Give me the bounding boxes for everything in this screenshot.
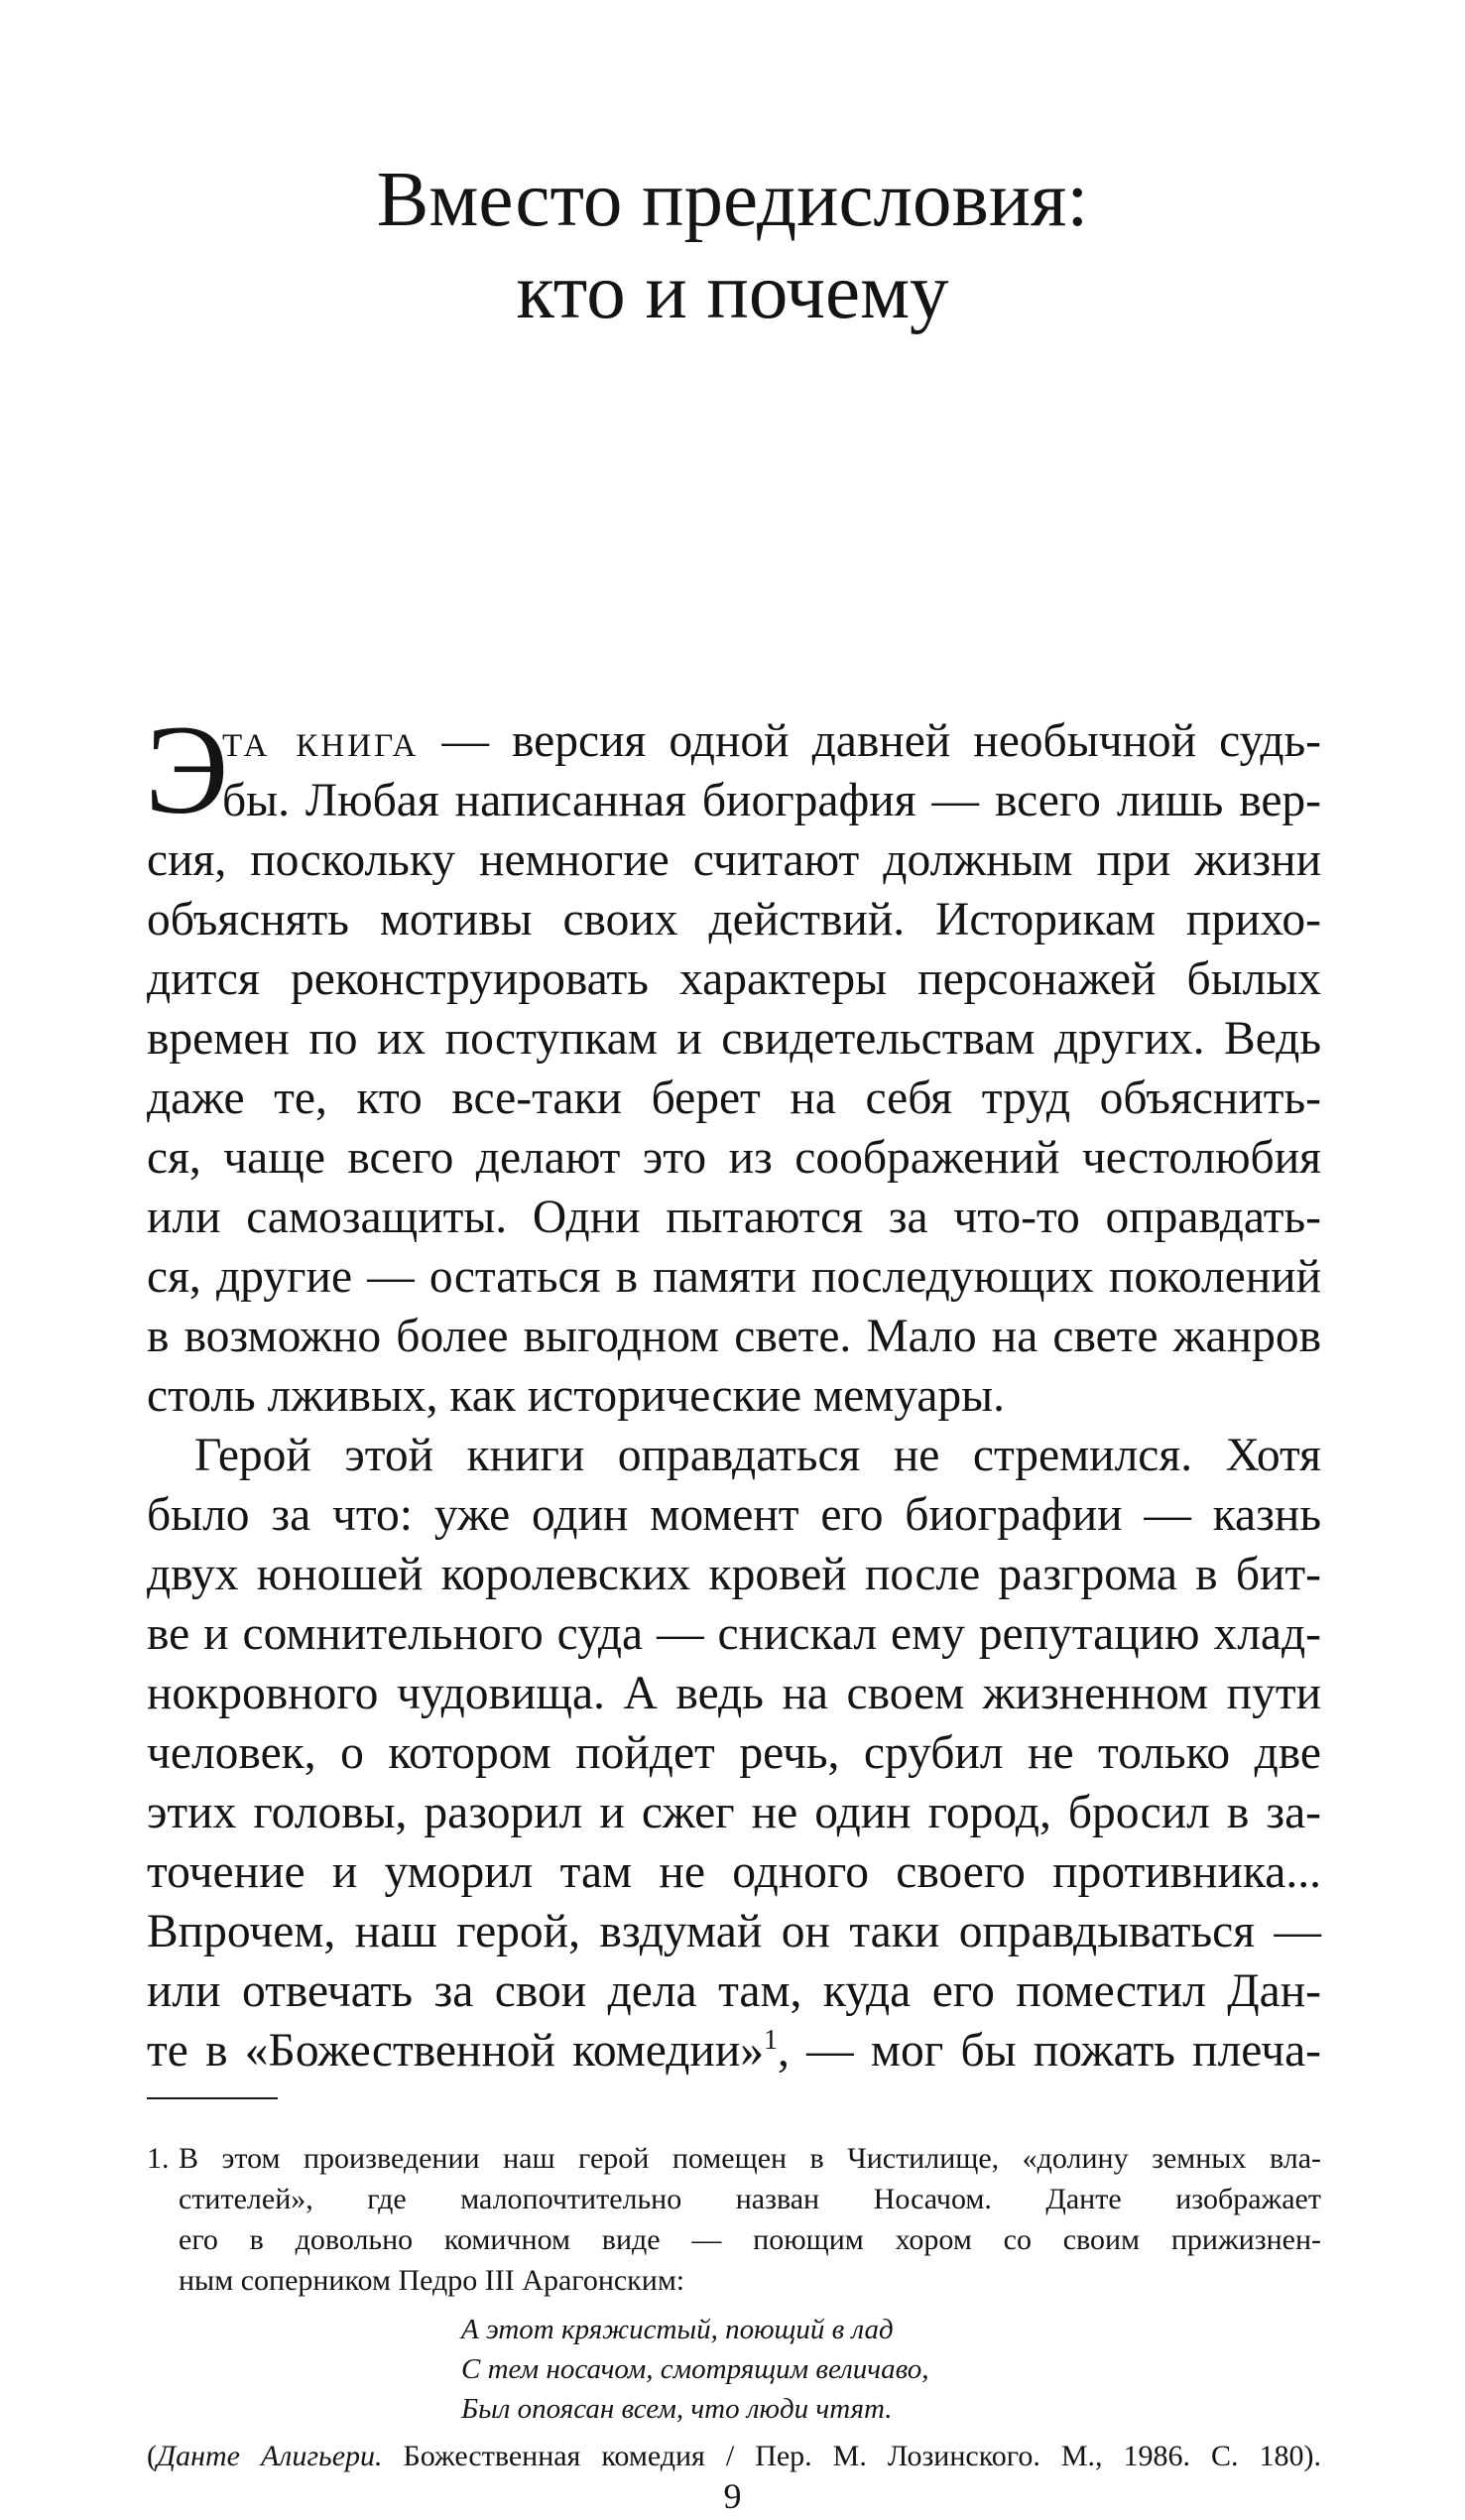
body-line: или самозащиты. Одни пытаются за что-то оправдать- [147, 1192, 1321, 1243]
body-line: ся, другие — остаться в памяти последующих поколений [147, 1251, 1321, 1303]
body-line: объяснять мотивы своих действий. Историкам прихо- [147, 894, 1321, 945]
drop-cap-letter: Э [145, 699, 229, 840]
footnote-marker: 1 [764, 2025, 778, 2057]
body-line: нокровного чудовища. А ведь на своем жизненном пути [147, 1668, 1321, 1719]
body-line: ве и сомнительного суда — снискал ему репутацию хлад- [147, 1608, 1321, 1660]
body-line: Герой этой книги оправдаться не стремился. Хотя [194, 1430, 1321, 1481]
body-line: времен по их поступкам и свидетельствам других. Ведь [147, 1013, 1321, 1065]
footnote-separator [147, 2097, 278, 2099]
body-line: этих головы, разорил и сжег не один город, бросил в за- [147, 1787, 1321, 1838]
body-line: дится реконструировать характеры персонажей былых [147, 953, 1321, 1005]
footnote-line: его в довольно комичном виде — поющим хором со своим прижизнен- [179, 2223, 1321, 2256]
page-number: 9 [723, 2476, 742, 2516]
verse-line: С тем носачом, смотрящим величаво, [461, 2353, 929, 2385]
last-line-text-end: , — мог бы пожать плеча- [778, 2025, 1321, 2077]
body-line: даже те, кто все-таки берет на себя труд объяснить- [147, 1072, 1321, 1124]
body-line: бы. Любая написанная биография — всего лишь вер- [222, 775, 1321, 826]
chapter-title-line-1: Вместо предисловия: [376, 157, 1089, 243]
body-line: двух юношей королевских кровей после разгрома в бит- [147, 1549, 1321, 1600]
chapter-title-line-2: кто и почему [516, 249, 949, 335]
body-line [147, 2022, 1321, 2079]
body-line: или отвечать за свои дела там, куда его поместил Дан- [147, 1965, 1321, 2017]
footnote-line: ным соперником Педро III Арагонским: [179, 2264, 685, 2297]
footnote-citation: (Данте Алигьери. Божественная комедия / Пер. М. Лозинского. М., 1986. С. 180). [147, 2440, 1321, 2472]
body-line: человек, о котором пойдет речь, срубил не только две [147, 1727, 1321, 1779]
citation-text: Божественная комедия / Пер. М. Лозинского. М., 1986. С. 180). [382, 2440, 1321, 2472]
body-line: сия, поскольку немногие считают должным при жизни [147, 834, 1321, 886]
body-line [222, 712, 1321, 770]
body-line: точение и уморил там не одного своего противника... [147, 1846, 1321, 1898]
body-line: Впрочем, наш герой, вздумай он таки оправдываться — [147, 1906, 1321, 1957]
verse-line: Был опоясан всем, что люди чтят. [461, 2393, 893, 2425]
opening-line-rest: — версия одной давней необычной судь- [419, 715, 1322, 767]
body-line: в возможно более выгодном свете. Мало на свете жанров [147, 1311, 1321, 1362]
opening-words: та книга [222, 715, 420, 767]
footnote-number: 1. [147, 2142, 170, 2175]
last-line-text: те в «Божественной комедии» [147, 2025, 764, 2077]
verse-line: А этот кряжистый, поющий в лад [461, 2314, 894, 2345]
body-line: было за что: уже один момент его биографии — казнь [147, 1489, 1321, 1541]
footnote-line: стителей», где малопочтительно назван Носачом. Данте изображает [179, 2183, 1321, 2215]
citation-author: Данте Алигьери. [157, 2440, 383, 2472]
body-line: ся, чаще всего делают это из соображений честолюбия [147, 1132, 1321, 1184]
footnote-line: В этом произведении наш герой помещен в Чистилище, «долину земных вла- [179, 2142, 1321, 2175]
body-line: столь лживых, как исторические мемуары. [147, 1370, 1005, 1422]
